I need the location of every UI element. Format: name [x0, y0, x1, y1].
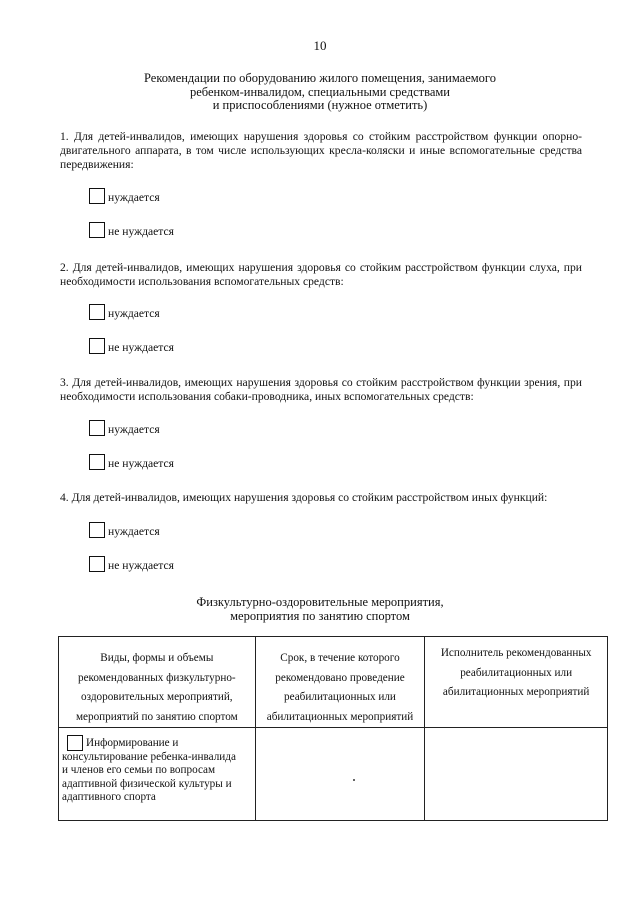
activity-line: консультирование ребенка-инвалида [62, 750, 236, 763]
checkbox[interactable] [89, 338, 105, 354]
header-line: Исполнитель рекомендованных [440, 647, 592, 659]
table-row [59, 728, 608, 821]
header-line: рекомендованных физкультурно- [78, 671, 236, 684]
question-3-text [60, 376, 582, 404]
checkbox[interactable] [89, 556, 105, 572]
checkbox[interactable] [89, 420, 105, 436]
executor-cell[interactable] [425, 728, 608, 821]
header-line: Виды, формы и объемы [100, 652, 214, 664]
question-line: 2. Для детей-инвалидов, имеющих нарушения здоровья со стойким расстройством функции слуха, при [60, 261, 582, 274]
header-period [255, 637, 425, 728]
page-number: 10 [313, 38, 327, 53]
activity-line: и членов его семьи по вопросам [62, 764, 216, 776]
period-cell[interactable] [255, 728, 425, 821]
section-title-line: Физкультурно-оздоровительные мероприятия, [196, 595, 444, 609]
option-label: нуждается [108, 307, 160, 320]
header-line: реабилитационных или [460, 666, 573, 679]
header-line: реабилитационных или [284, 691, 396, 703]
scan-speck [353, 779, 355, 781]
question-line: двигательного аппарата, в том числе использующих кресла-коляски и иные вспомогательные средства [60, 144, 582, 157]
activity-line: адаптивной физической культуры и [62, 777, 232, 790]
question-2-text [60, 261, 582, 289]
option-label: нуждается [108, 525, 160, 538]
title-line: и приспособлениями (нужное отметить) [212, 98, 428, 112]
header-line: абилитационных мероприятий [266, 710, 414, 723]
question-line: необходимости использования собаки-проводника, иных вспомогательных средств: [60, 390, 474, 403]
question-line: 1. Для детей-инвалидов, имеющих нарушения здоровья со стойким расстройством функции опорно- [60, 130, 582, 143]
option-label: нуждается [108, 423, 160, 436]
option-label: не нуждается [108, 457, 174, 470]
header-line: Срок, в течение которого [280, 652, 400, 664]
activity-cell [59, 728, 256, 821]
title-line: ребенком-инвалидом, специальными средствами [190, 84, 450, 99]
question-4-text [60, 491, 582, 505]
activity-line: Информирование и [86, 737, 179, 749]
option-label: не нуждается [108, 341, 174, 354]
checkbox[interactable] [89, 304, 105, 320]
option-label: не нуждается [108, 559, 174, 572]
sports-activities-table [58, 636, 608, 821]
question-line: 3. Для детей-инвалидов, имеющих нарушения здоровья со стойким расстройством функции зрения, при [60, 376, 582, 389]
header-line: рекомендовано проведение [275, 671, 405, 684]
header-line: мероприятий по занятию спортом [75, 710, 238, 723]
option-label: не нуждается [108, 225, 174, 238]
question-line: необходимости использования вспомогательных средств: [60, 275, 344, 288]
title-line: Рекомендации по оборудованию жилого помещения, занимаемого [144, 71, 496, 85]
activity-text [62, 731, 252, 805]
header-line: абилитационных мероприятий [442, 686, 590, 698]
checkbox[interactable] [89, 222, 105, 238]
document-title [80, 72, 560, 113]
header-line: оздоровительных мероприятий, [81, 691, 233, 703]
checkbox[interactable] [67, 735, 83, 751]
header-activities [59, 637, 256, 728]
activity-line: адаптивного спорта [62, 791, 156, 803]
checkbox[interactable] [89, 522, 105, 538]
section-title [80, 596, 560, 623]
section-title-line: мероприятия по занятию спортом [230, 608, 410, 623]
checkbox[interactable] [89, 454, 105, 470]
checkbox[interactable] [89, 188, 105, 204]
option-label: нуждается [108, 191, 160, 204]
question-1-text [60, 130, 582, 172]
table-header-row [59, 637, 608, 728]
question-line: 4. Для детей-инвалидов, имеющих нарушения здоровья со стойким расстройством иных функций: [60, 491, 548, 504]
header-executor [425, 637, 608, 728]
question-line: передвижения: [60, 158, 134, 171]
